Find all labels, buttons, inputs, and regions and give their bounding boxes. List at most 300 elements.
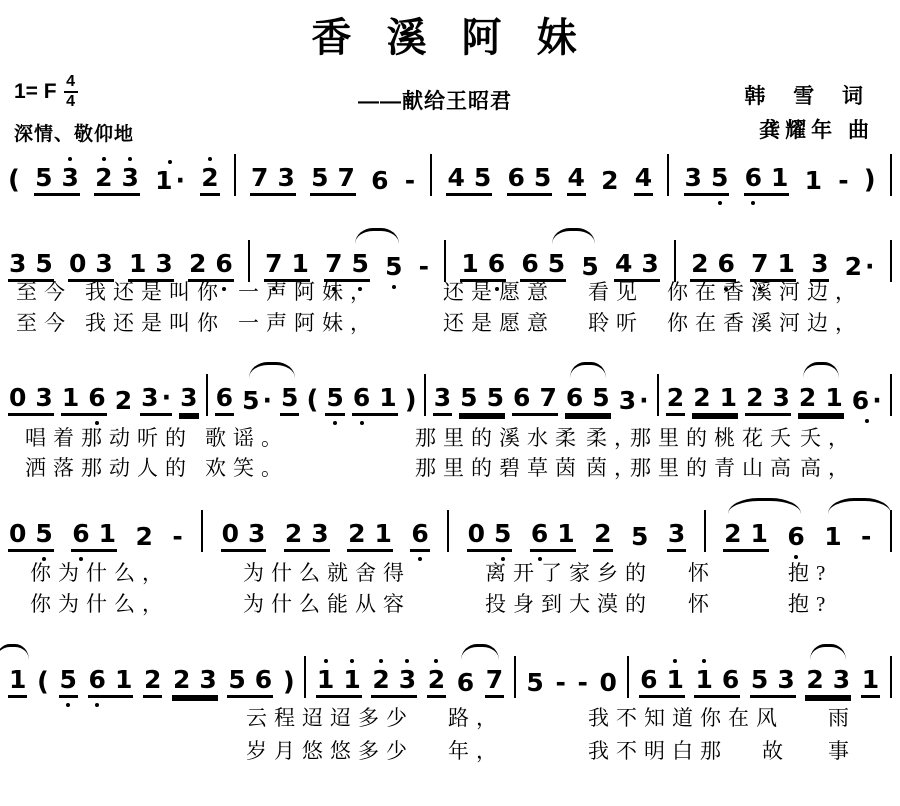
barline (667, 154, 669, 196)
note: 5 (311, 163, 329, 192)
lyric-segment: 一声阿妹， (238, 280, 378, 304)
note: 7 (324, 240, 343, 279)
note: 6 (352, 374, 371, 413)
note: 1 (824, 522, 842, 551)
note-group (694, 656, 740, 698)
barline (514, 656, 516, 698)
note: 7 (264, 240, 283, 279)
note: 5 (35, 163, 53, 192)
slur-arc (355, 228, 398, 244)
octave-dot-high (128, 157, 132, 161)
note: 1 (694, 656, 713, 695)
note-group (567, 154, 586, 196)
music-line (8, 644, 892, 698)
slur-arc (249, 362, 295, 378)
barline (890, 374, 892, 416)
note: 1 (9, 665, 27, 694)
note-group (352, 374, 398, 416)
dedication: ——献给王昭君 (358, 90, 512, 113)
note: 2 (666, 383, 685, 412)
barline (201, 510, 203, 552)
close-parenthesis: ) (282, 667, 295, 697)
note: 3 (180, 383, 198, 412)
note: 6 (507, 163, 525, 192)
note-group (618, 377, 650, 416)
note: 2 (427, 656, 446, 695)
note-group (593, 510, 612, 552)
note-group (485, 656, 504, 698)
lyric-segment: 为什么就舍得 (243, 561, 411, 585)
octave-dot-high (434, 659, 438, 663)
note: 6 (521, 249, 539, 278)
note-group (135, 513, 154, 552)
note-group (114, 377, 133, 416)
slur-arc (828, 498, 891, 514)
duration-dash: - (418, 252, 430, 281)
note: 1 (825, 383, 843, 412)
note-group (860, 513, 872, 552)
note: 1 (665, 656, 684, 695)
octave-dot-high (102, 157, 106, 161)
note-group (598, 659, 617, 698)
lyric-segment: 至今 (16, 280, 72, 304)
note: 3 (9, 249, 27, 278)
note: 5 · (242, 386, 272, 415)
note: 2 (724, 519, 742, 548)
duration-dot: · (175, 166, 186, 195)
note-group (8, 510, 54, 552)
note: 5 (473, 163, 492, 192)
note: 3 · (141, 383, 172, 412)
note-group (241, 377, 273, 416)
lyric-segment: 柔， (586, 426, 642, 450)
note-group (34, 154, 80, 196)
note-group (71, 510, 117, 552)
octave-dot-high (350, 659, 354, 663)
note: 1 (374, 519, 392, 548)
note: 6 (530, 510, 549, 549)
tempo-expression: 深情、敬仰地 (14, 124, 135, 145)
lyric-segment: 至今 (16, 311, 72, 335)
note: 7 (539, 383, 557, 412)
lyric-segment: 还是愿意 (443, 280, 555, 304)
duration-dot: · (639, 386, 649, 415)
duration-dash: - (861, 522, 872, 551)
note: 3 (667, 519, 686, 548)
octave-dot-high (405, 659, 409, 663)
lyric-segment: 欢笑。 (205, 456, 289, 480)
note: 5 (592, 383, 610, 412)
lyric-row (0, 588, 900, 615)
note-group (525, 659, 544, 698)
note: 2 (135, 522, 153, 551)
note-group (446, 154, 492, 196)
note: 6 (71, 510, 90, 549)
note: 3 (398, 656, 417, 695)
close-parenthesis: ) (404, 385, 417, 415)
note: 3 (277, 163, 295, 192)
slur-arc (552, 228, 595, 244)
note-group (692, 374, 738, 416)
note-group (404, 157, 416, 196)
note: 4 (614, 249, 633, 278)
note: 6 (744, 154, 763, 193)
note-group (215, 374, 234, 416)
lyric-segment: 怀 (688, 592, 716, 616)
slur-arc (803, 362, 839, 378)
octave-dot-high (324, 659, 328, 663)
barline (890, 154, 892, 196)
note: 6 (254, 665, 273, 694)
note-group (554, 659, 566, 698)
octave-dot-high (168, 160, 172, 164)
note: 3 · (618, 386, 649, 415)
lyric-segment: 事 (828, 739, 856, 763)
octave-dot-low (718, 201, 722, 205)
note: 2 (200, 154, 219, 193)
lyric-segment: 怀 (688, 561, 716, 585)
note: 5 (228, 665, 246, 694)
note-group (371, 656, 417, 698)
note: 5 (526, 668, 544, 697)
note: 6 (721, 665, 740, 694)
note: 2 (284, 519, 303, 548)
note: 1 · (154, 157, 186, 196)
lyric-row (0, 735, 900, 762)
lyric-segment: 为什么能从容 (243, 592, 411, 616)
note: 6 (717, 240, 736, 279)
note: 1 (379, 383, 397, 412)
note-group (467, 510, 513, 552)
note-group (433, 374, 452, 416)
note-group (565, 374, 611, 416)
lyric-segment: 一声阿妹， (238, 311, 378, 335)
lyric-row (0, 702, 900, 729)
note-group (310, 154, 356, 196)
duration-dot: · (262, 386, 272, 415)
lyric-segment: 那里的桃花夭 (630, 426, 798, 450)
note-group (639, 656, 685, 698)
octave-dot-low (751, 201, 755, 205)
duration-dot: · (161, 383, 172, 412)
lyric-row (0, 557, 900, 584)
note-group (280, 374, 299, 416)
note-group (667, 510, 686, 552)
rest-note: 0 (467, 519, 486, 548)
barline (234, 154, 236, 196)
lyric-segment: 那里的碧草茵 (415, 456, 583, 480)
lyric-segment: 唱着那动听的 (25, 426, 193, 450)
note-group (410, 510, 429, 552)
note: 3 (311, 519, 329, 548)
note-group (88, 656, 134, 698)
note-group (851, 377, 883, 416)
note: 1 (719, 383, 738, 412)
note: 1 (777, 249, 795, 278)
barline (424, 374, 426, 416)
note-group (200, 154, 219, 196)
note-group (140, 374, 172, 416)
lyric-segment: 洒落那动人的 (25, 456, 193, 480)
rest-note: 0 (221, 519, 240, 548)
note-group (805, 656, 851, 698)
lyric-segment: 岁月悠悠多少 (246, 739, 414, 763)
note: 7 (251, 163, 269, 192)
note: 2 (693, 383, 711, 412)
barline (206, 374, 208, 416)
octave-dot-high (68, 157, 72, 161)
note-group (370, 157, 389, 196)
note-group (154, 157, 186, 196)
slur-arc (728, 498, 801, 514)
key-signature (14, 74, 78, 110)
note-group (179, 374, 198, 416)
note: 3 (832, 665, 851, 694)
note: 5 (493, 510, 512, 549)
note: 5 (325, 374, 344, 413)
note: 2 (798, 383, 817, 412)
note: 3 (199, 665, 217, 694)
lyric-row (0, 422, 900, 449)
note: 5 (630, 522, 649, 551)
note-group (227, 656, 273, 698)
duration-dash: - (555, 668, 566, 697)
note: 5 (59, 656, 78, 695)
lyric-segment: 你为什么， (30, 592, 170, 616)
composer-credit: 龚耀年 曲 (759, 119, 874, 142)
note-group (316, 656, 362, 698)
rest-note: 0 (9, 383, 27, 412)
barline (304, 656, 306, 698)
barline (447, 510, 449, 552)
octave-dot-high (702, 659, 706, 663)
note: 6 (640, 665, 658, 694)
note: 2 (143, 665, 162, 694)
note: 2 · (844, 252, 875, 281)
lyric-segment: 聆听 (588, 311, 644, 335)
note-group (94, 154, 140, 196)
note: 6 (214, 240, 233, 279)
octave-dot-high (673, 659, 677, 663)
duration-dash: - (838, 166, 849, 195)
note: 1 (316, 656, 335, 695)
note-group (171, 513, 183, 552)
note: 3 (811, 249, 829, 278)
note: 1 (557, 519, 575, 548)
note: 1 (61, 383, 80, 412)
lyric-segment: 云程迢迢多少 (246, 706, 414, 730)
note: 2 (188, 249, 207, 278)
key-text: 1= F (14, 80, 57, 103)
slur-arc (0, 644, 29, 660)
note: 2 (371, 656, 390, 695)
note: 3 (35, 383, 53, 412)
note: 2 (348, 519, 366, 548)
note: 3 (155, 249, 173, 278)
note: 1 (804, 166, 822, 195)
octave-dot-high (208, 157, 212, 161)
note: 2 (806, 665, 824, 694)
note: 6 (786, 513, 805, 552)
note: 3 (772, 383, 790, 412)
music-line (8, 498, 892, 552)
note: 1 (128, 249, 147, 278)
note-group (284, 510, 330, 552)
note: 2 (601, 166, 619, 195)
time-signature (64, 74, 78, 110)
music-line (8, 142, 892, 196)
note: 3 (641, 249, 659, 278)
note-group (630, 513, 649, 552)
note: 1 (291, 249, 309, 278)
note-group (325, 374, 344, 416)
duration-dash: - (577, 668, 588, 697)
lyric-segment: 投身到大漠的 (485, 592, 653, 616)
note: 1 (770, 163, 789, 192)
note: 1 (750, 519, 768, 548)
note: 4 (567, 163, 585, 192)
note-group (459, 374, 505, 416)
note: 3 (433, 383, 452, 412)
open-parenthesis: ( (37, 667, 49, 697)
note: 5 (281, 383, 299, 412)
lyric-segment: 你为什么， (30, 561, 170, 585)
note: 2 (594, 519, 612, 548)
lyric-segment: 歌谣。 (205, 426, 289, 450)
duration-dot: · (865, 252, 875, 281)
note-group (723, 510, 769, 552)
note: 6 (88, 656, 107, 695)
lyric-segment: 高， (800, 456, 856, 480)
note-group (221, 510, 267, 552)
duration-dot: · (872, 386, 882, 415)
music-line (8, 362, 892, 416)
barline (704, 510, 706, 552)
note-group (427, 656, 446, 698)
barline (627, 656, 629, 698)
lyric-segment: 年， (448, 739, 504, 763)
note: 5 (460, 383, 478, 412)
note: 3 (684, 163, 702, 192)
note-group (61, 374, 107, 416)
open-parenthesis: ( (8, 165, 20, 195)
note: 7 (485, 665, 504, 694)
note: 3 (248, 519, 266, 548)
note-group (804, 157, 823, 196)
rest-note: 0 (9, 519, 27, 548)
note-group (8, 374, 54, 416)
note: 1 (461, 249, 479, 278)
note: 1 (861, 665, 880, 694)
lyric-segment: 我还是叫你 (85, 280, 225, 304)
barline (657, 374, 659, 416)
note: 3 (121, 154, 140, 193)
note: 5 (351, 240, 370, 279)
note-group (684, 154, 730, 196)
note: 4 (447, 163, 465, 192)
note: 3 (61, 154, 80, 193)
note-group (530, 510, 576, 552)
duration-dash: - (172, 522, 183, 551)
note: 6 (456, 668, 475, 697)
lyric-segment: 你在香溪河边， (667, 280, 863, 304)
lyric-segment: 夭， (800, 426, 856, 450)
note: 2 (746, 383, 764, 412)
lyric-segment: 我不明白那 (588, 739, 728, 763)
note: 3 (95, 249, 113, 278)
note-group (837, 157, 849, 196)
note: 5 (581, 252, 599, 281)
close-parenthesis: ) (863, 165, 876, 195)
note: 5 (547, 249, 566, 278)
rest-note: 0 (599, 668, 617, 697)
lyric-segment: 那里的青山高 (630, 456, 798, 480)
note: 6 · (851, 377, 883, 416)
note: 5 (35, 249, 53, 278)
note-group (600, 157, 619, 196)
time-signature-numerator: 4 (66, 73, 76, 90)
note: 5 (384, 243, 403, 282)
note-group (745, 374, 791, 416)
lyric-segment: 故 (762, 739, 790, 763)
music-line (8, 228, 892, 282)
note: 1 (114, 665, 133, 694)
lyric-segment: 你在香溪河边， (667, 311, 863, 335)
note-group (143, 656, 162, 698)
lyric-row (0, 276, 900, 303)
slur-arc (570, 362, 606, 378)
note-group (59, 656, 78, 698)
lyricist-credit: 韩 雪 词 (744, 85, 874, 108)
rest-note: 0 (68, 249, 87, 278)
time-signature-denominator: 4 (66, 93, 76, 110)
lyric-row (0, 307, 900, 334)
duration-dash: - (404, 166, 416, 195)
lyric-segment: 我还是叫你 (85, 311, 225, 335)
page-title: 香 溪 阿 妹 (311, 16, 589, 60)
note-group (634, 154, 653, 196)
note: 5 (710, 154, 729, 193)
note: 1 (98, 519, 117, 548)
note-group (861, 656, 880, 698)
note: 7 (750, 240, 769, 279)
note-group (347, 510, 393, 552)
barline (430, 154, 432, 196)
note: 1 (342, 656, 361, 695)
octave-dot-high (379, 659, 383, 663)
lyric-segment: 那里的溪水柔 (415, 426, 583, 450)
slur-arc (461, 644, 500, 660)
note: 4 (634, 163, 653, 192)
note-group (576, 659, 588, 698)
note: 6 (565, 383, 584, 412)
note-group (250, 154, 296, 196)
note: 2 (94, 154, 113, 193)
note-group (512, 374, 558, 416)
note-group (172, 656, 218, 698)
note: 6 (513, 383, 531, 412)
note-group (786, 513, 805, 552)
note-group (456, 659, 475, 698)
note-group (8, 656, 27, 698)
lyric-segment: 还是愿意 (443, 311, 555, 335)
lyric-segment: 抱? (788, 592, 833, 616)
barline (890, 656, 892, 698)
note-group (798, 374, 844, 416)
note: 6 (410, 510, 429, 549)
note: 6 (215, 383, 234, 412)
note-group (507, 154, 553, 196)
